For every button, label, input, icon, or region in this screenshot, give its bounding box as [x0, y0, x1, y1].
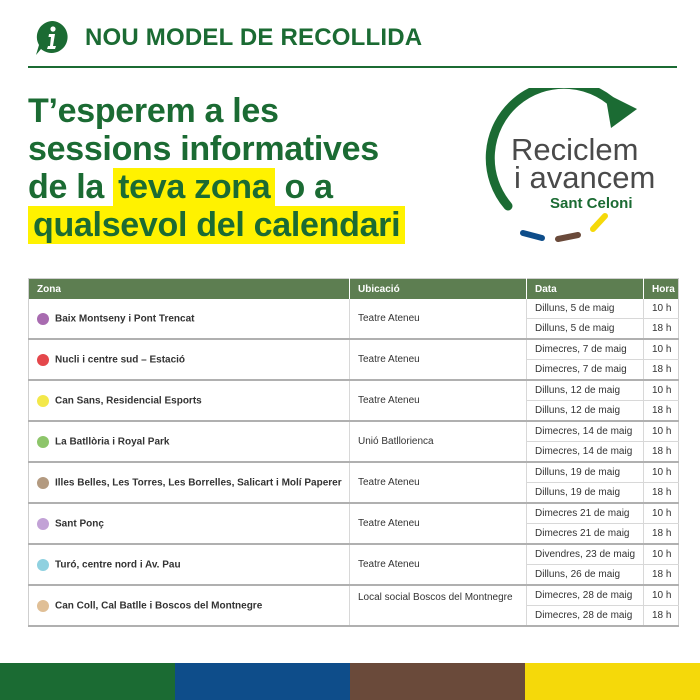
header: [33, 16, 422, 60]
hour-cell: 18 h: [644, 483, 679, 504]
hour-cell: 18 h: [644, 401, 679, 422]
hour-cell: 10 h: [644, 462, 679, 483]
location-cell: Teatre Ateneu: [350, 544, 527, 585]
hour-cell: 18 h: [644, 319, 679, 340]
zone-cell: [29, 503, 350, 544]
hour-cell: 18 h: [644, 360, 679, 381]
zone-color-dot: [37, 477, 49, 489]
table-row: [29, 299, 679, 319]
hour-cell: 18 h: [644, 442, 679, 463]
date-cell: Dimecres, 14 de maig: [527, 421, 644, 442]
zone-color-dot: [37, 436, 49, 448]
hour-cell: 10 h: [644, 585, 679, 606]
zone-name: Illes Belles, Les Torres, Les Borrelles, Salicart i Molí Paperer: [55, 477, 342, 488]
headline-highlight-calendar: qualsevol del calendari: [28, 206, 405, 244]
logo-line-2: i avancem: [514, 160, 656, 195]
hour-cell: 10 h: [644, 339, 679, 360]
zone-name: Sant Ponç: [55, 518, 104, 529]
date-cell: Dimecres 21 de maig: [527, 524, 644, 545]
location-cell: Unió Batllorienca: [350, 421, 527, 462]
date-cell: Dilluns, 19 de maig: [527, 483, 644, 504]
headline-line-1: T’esperem a les: [28, 92, 279, 130]
headline-line-3-pre: de la: [28, 168, 114, 206]
header-title: NOU MODEL DE RECOLLIDA: [85, 24, 423, 51]
table-row: [29, 421, 679, 442]
zone-color-dot: [37, 354, 49, 366]
headline-line-3-post: o a: [275, 168, 333, 206]
zone-color-dot: [37, 518, 49, 530]
hour-cell: 10 h: [644, 380, 679, 401]
location-cell: Teatre Ateneu: [350, 299, 527, 339]
stripe-blue: [175, 663, 350, 700]
logo-line-3: Sant Celoni: [550, 195, 633, 212]
zone-color-dot: [37, 600, 49, 612]
date-cell: Dilluns, 12 de maig: [527, 401, 644, 422]
date-cell: Dilluns, 26 de maig: [527, 565, 644, 586]
stripe-brown: [350, 663, 525, 700]
hour-cell: 18 h: [644, 524, 679, 545]
zone-name: Turó, centre nord i Av. Pau: [55, 559, 181, 570]
headline-line-4: [28, 206, 468, 244]
zone-cell: [29, 380, 350, 421]
zone-cell: [29, 339, 350, 380]
location-cell: Teatre Ateneu: [350, 503, 527, 544]
table-row: [29, 544, 679, 565]
date-cell: Dimecres, 7 de maig: [527, 360, 644, 381]
sessions-table: [28, 278, 679, 627]
date-cell: Dimecres, 28 de maig: [527, 585, 644, 606]
logo-dash-brown: [558, 235, 578, 239]
hour-cell: 10 h: [644, 421, 679, 442]
headline-highlight-zone: teva zona: [113, 168, 275, 206]
logo-arrow-head: [605, 93, 637, 128]
date-cell: Dimecres 21 de maig: [527, 503, 644, 524]
info-chat-icon: [33, 19, 71, 57]
date-cell: Dimecres, 14 de maig: [527, 442, 644, 463]
zone-name: La Batllòria i Royal Park: [55, 436, 170, 447]
color-stripes: [0, 663, 700, 700]
location-cell: Local social Boscos del Montnegre: [350, 585, 527, 626]
location-cell: Teatre Ateneu: [350, 462, 527, 503]
zone-cell: [29, 462, 350, 503]
col-header-hour: Hora: [644, 279, 679, 300]
col-header-location: Ubicació: [350, 279, 527, 300]
zone-cell: [29, 421, 350, 462]
headline-line-2: sessions informatives: [28, 130, 379, 168]
col-header-zone: Zona: [29, 279, 350, 300]
zone-cell: [29, 544, 350, 585]
table-row: [29, 339, 679, 360]
stripe-yellow: [525, 663, 700, 700]
hour-cell: 18 h: [644, 606, 679, 627]
table-row: [29, 503, 679, 524]
location-cell: Teatre Ateneu: [350, 339, 527, 380]
date-cell: Dilluns, 5 de maig: [527, 319, 644, 340]
date-cell: Dimecres, 28 de maig: [527, 606, 644, 627]
zone-name: Can Coll, Cal Batlle i Boscos del Montnegre: [55, 600, 263, 611]
date-cell: Dilluns, 19 de maig: [527, 462, 644, 483]
reciclem-logo: [470, 88, 680, 248]
date-cell: Dilluns, 5 de maig: [527, 299, 644, 319]
table-row: [29, 380, 679, 401]
table-header-row: [29, 279, 679, 300]
table-row: [29, 585, 679, 606]
hour-cell: 18 h: [644, 565, 679, 586]
table-row: [29, 462, 679, 483]
stripe-green: [0, 663, 175, 700]
zone-color-dot: [37, 395, 49, 407]
table-body: [29, 299, 679, 626]
header-divider: [28, 66, 677, 68]
col-header-date: Data: [527, 279, 644, 300]
hour-cell: 10 h: [644, 503, 679, 524]
headline: [28, 92, 468, 244]
zone-name: Can Sans, Residencial Esports: [55, 395, 202, 406]
zone-name: Nucli i centre sud – Estació: [55, 354, 186, 365]
logo-line-1: Reciclem: [511, 132, 639, 167]
hour-cell: 10 h: [644, 544, 679, 565]
zone-color-dot: [37, 313, 49, 325]
date-cell: Dimecres, 7 de maig: [527, 339, 644, 360]
zone-cell: [29, 299, 350, 339]
zone-cell: [29, 585, 350, 626]
zone-name: Baix Montseny i Pont Trencat: [55, 313, 195, 324]
date-cell: Dilluns, 12 de maig: [527, 380, 644, 401]
date-cell: Divendres, 23 de maig: [527, 544, 644, 565]
logo-dash-yellow: [593, 216, 605, 229]
headline-line-3: [28, 168, 468, 206]
hour-cell: 10 h: [644, 299, 679, 319]
zone-color-dot: [37, 559, 49, 571]
location-cell: Teatre Ateneu: [350, 380, 527, 421]
logo-dash-blue: [523, 233, 542, 238]
